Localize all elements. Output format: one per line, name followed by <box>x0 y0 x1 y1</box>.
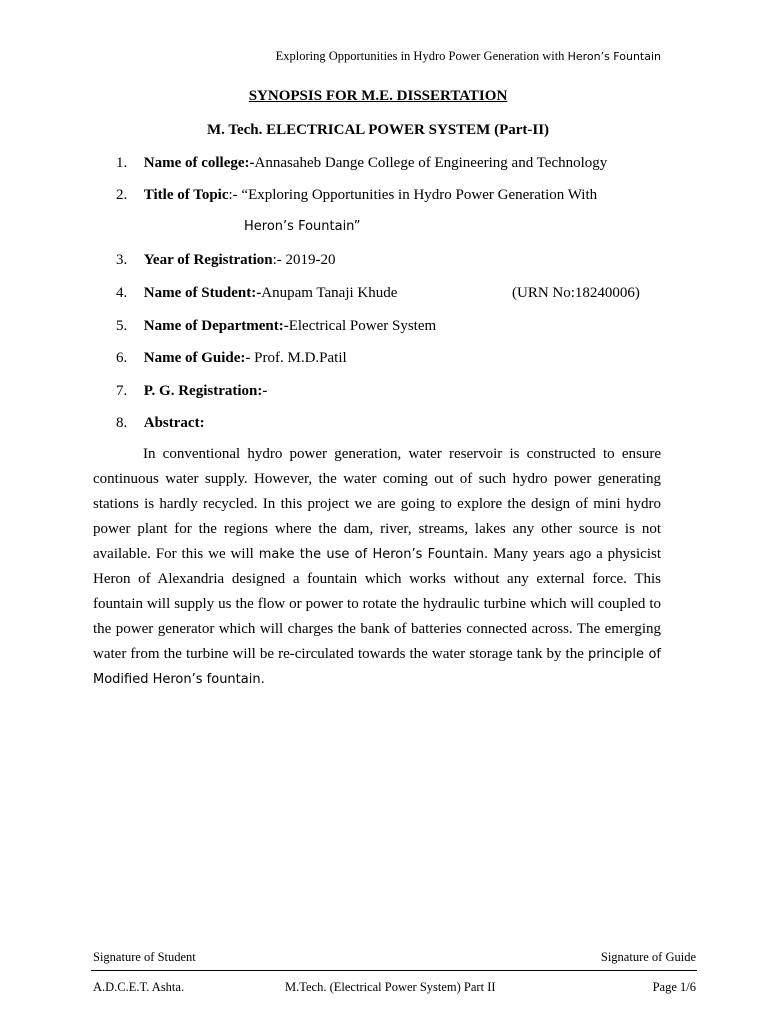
footer-institution: A.D.C.E.T. Ashta. <box>93 980 185 994</box>
item-number: 5. <box>116 318 128 334</box>
item-year-of-registration <box>116 252 336 269</box>
document-title: SYNOPSIS FOR M.E. DISSERTATION <box>248 88 508 104</box>
item-number: 3. <box>116 252 128 268</box>
item-label: P. G. Registration:- <box>143 383 268 399</box>
item-value: Prof. M.D.Patil <box>250 350 347 366</box>
abstract-text: In conventional hydro power generation, water reservoir is constructed to ensure continuous water supply. However, the water coming out of such hydro power generating stations is hardly recycled. In this project we are going to explore the design of mini hydro power plant for the regions where the dam, river, streams, lakes any other source is not available. For this we will <box>93 446 661 562</box>
item-title-of-topic-continuation: Heron’s Fountain” <box>244 219 361 234</box>
item-value: :- “Exploring Opportunities in Hydro Power Generation With <box>228 187 598 203</box>
item-value: Electrical Power System <box>288 318 437 334</box>
item-value: :- 2019-20 <box>272 252 336 268</box>
item-label: Year of Registration <box>143 252 273 268</box>
footer-page-number: Page 1/6 <box>652 980 696 994</box>
item-label: Abstract: <box>143 415 205 431</box>
abstract-paragraph <box>93 442 661 692</box>
running-header-title-tail: Heron’s Fountain <box>567 50 661 63</box>
footer-course: M.Tech. (Electrical Power System) Part II <box>285 980 496 994</box>
item-label: Title of Topic <box>143 187 229 203</box>
item-number: 1. <box>116 155 128 171</box>
item-name-of-guide <box>116 350 347 367</box>
item-label: Name of Department:- <box>143 318 289 334</box>
document-subtitle: M. Tech. ELECTRICAL POWER SYSTEM (Part-II) <box>206 122 550 138</box>
running-header-title: Exploring Opportunities in Hydro Power Generation with <box>275 49 565 63</box>
footer-divider <box>91 970 697 971</box>
item-abstract <box>116 415 205 432</box>
item-title-of-topic <box>116 187 597 204</box>
abstract-text-heron-fountain: make the use of Heron’s Fountain. <box>258 547 489 562</box>
item-number: 4. <box>116 285 128 301</box>
item-name-of-student <box>116 285 640 302</box>
item-college <box>116 155 607 172</box>
item-number: 6. <box>116 350 128 366</box>
running-header <box>276 49 661 64</box>
item-label: Name of Guide:- <box>143 350 251 366</box>
student-urn: (URN No:18240006) <box>512 285 640 301</box>
item-value: Annasaheb Dange College of Engineering and Technology <box>254 155 608 171</box>
item-number: 7. <box>116 383 128 399</box>
abstract-text-modified-heron: principle of Modified Heron’s fountain. <box>93 647 661 687</box>
signature-guide: Signature of Guide <box>600 950 696 964</box>
item-number: 2. <box>116 187 128 203</box>
abstract-text: Many years ago a physicist Heron of Alexandria designed a fountain which works without any external force. This fountain will supply us the flow or power to rotate the hydraulic turbine which will coupled to the power generator which will charges the bank of batteries connected across. The emerging water from the turbine will be re-circulated towards the water storage tank by the <box>93 546 662 662</box>
signature-student: Signature of Student <box>93 950 196 964</box>
item-number: 8. <box>116 415 128 431</box>
item-name-of-department <box>116 318 436 335</box>
item-value: Anupam Tanaji Khude <box>261 285 398 301</box>
item-label: Name of college:- <box>143 155 255 171</box>
item-pg-registration <box>116 383 267 400</box>
item-label: Name of Student:- <box>143 285 262 301</box>
